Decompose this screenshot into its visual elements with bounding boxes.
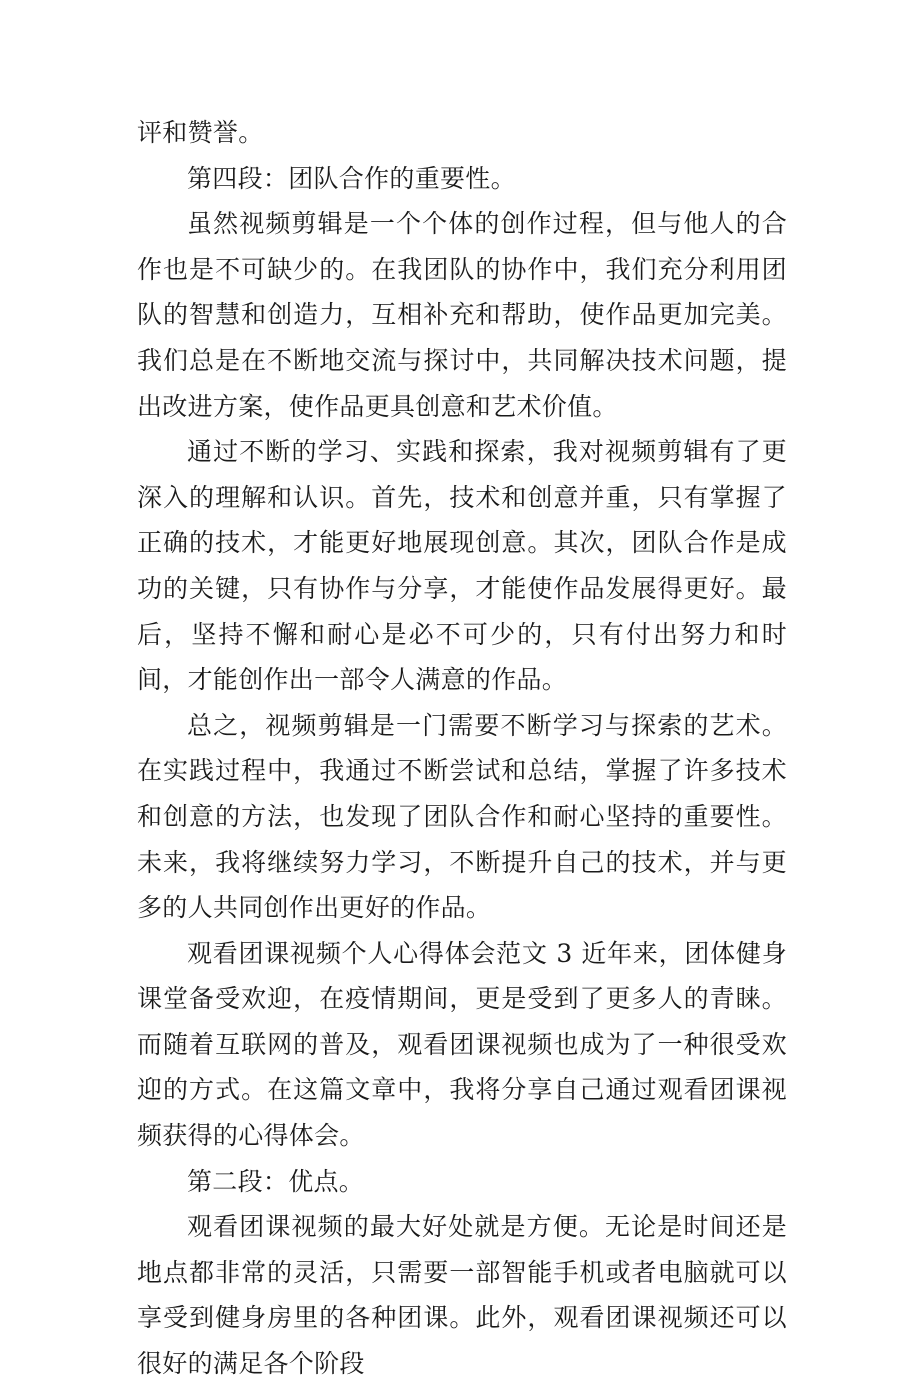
section-heading: 第二段：优点。 — [187, 1166, 365, 1196]
paragraph: 虽然视频剪辑是一个个体的创作过程，但与他人的合作也是不可缺少的。在我团队的协作中，我们充分利用团队的智慧和创造力，互相补充和帮助，使作品更加完美。我们总是在不断地交流与探讨中，共同解决技术问题，提出改进方案，使作品更具创意和艺术价值。 — [137, 209, 787, 421]
paragraph: 观看团课视频的最大好处就是方便。无论是时间还是地点都非常的灵活，只需要一部智能手机或者电脑就可以享受到健身房里的各种团课。此外，观看团课视频还可以很好的满足各个阶段 — [137, 1212, 787, 1379]
paragraph: 通过不断的学习、实践和探索，我对视频剪辑有了更深入的理解和认识。首先，技术和创意并重，只有掌握了正确的技术，才能更好地展现创意。其次，团队合作是成功的关键，只有协作与分享，才能使作品发展得更好。最后，坚持不懈和耐心是必不可少的，只有付出努力和时间，才能创作出一部令人满意的作品。 — [137, 437, 787, 695]
document-body — [137, 110, 787, 1387]
paragraph: 观看团课视频个人心得体会范文 3 近年来，团体健身课堂备受欢迎，在疫情期间，更是受到了更多人的青睐。而随着互联网的普及，观看团课视频也成为了一种很受欢迎的方式。在这篇文章中，我将分享自己通过观看团课视频获得的心得体会。 — [137, 938, 787, 1151]
paragraph: 总之，视频剪辑是一门需要不断学习与探索的艺术。在实践过程中，我通过不断尝试和总结，掌握了许多技术和创意的方法，也发现了团队合作和耐心坚持的重要性。未来，我将继续努力学习，不断提升自己的技术，并与更多的人共同创作出更好的作品。 — [137, 710, 787, 923]
section-heading: 第四段：团队合作的重要性。 — [187, 163, 516, 193]
paragraph: 评和赞誉。 — [137, 118, 264, 147]
